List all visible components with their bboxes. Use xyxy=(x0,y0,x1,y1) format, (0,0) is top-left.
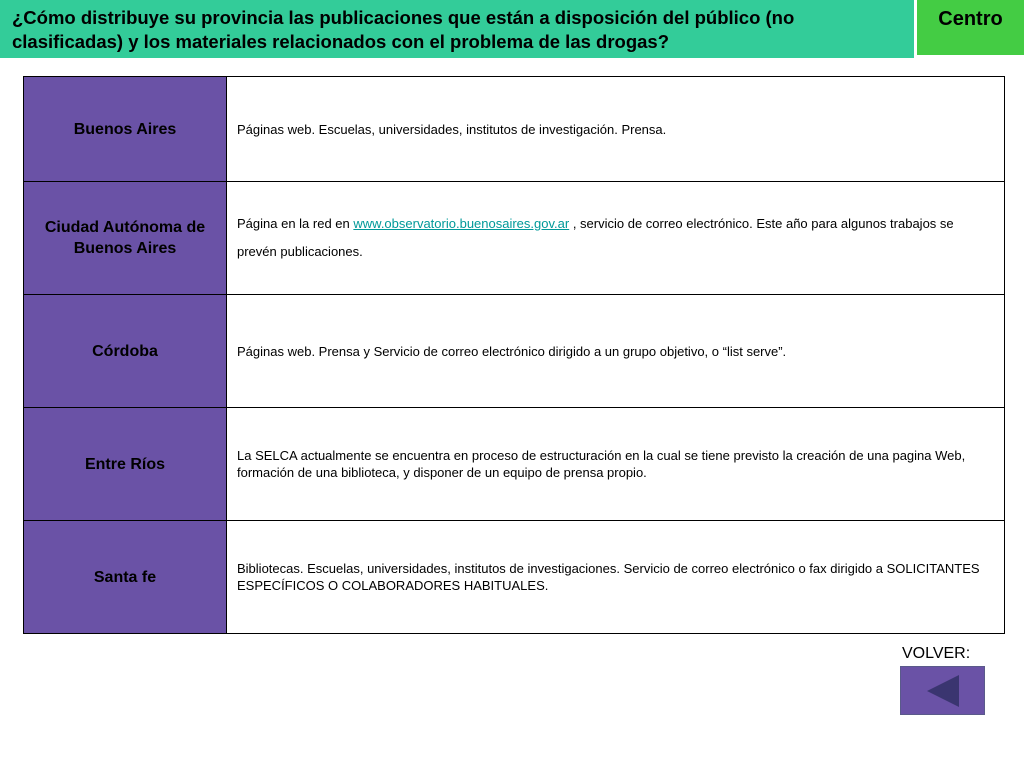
description-text: , servicio de correo electrónico. Este año para algunos trabajos se prevén publicaciones. xyxy=(237,216,954,259)
description-cell: La SELCA actualmente se encuentra en proceso de estructuración en la cual se tiene previsto la creación de una pagina Web, formación de una biblioteca, y disponer de un equipo de prensa propio. xyxy=(227,408,1005,521)
province-cell: Córdoba xyxy=(24,295,227,408)
left-triangle-icon xyxy=(923,673,963,709)
region-tab-label: Centro xyxy=(938,8,1003,30)
volver-button[interactable] xyxy=(900,666,985,715)
table-row xyxy=(24,182,1005,295)
province-cell: Santa fe xyxy=(24,521,227,634)
volver-label: VOLVER: xyxy=(902,645,971,662)
province-cell: Ciudad Autónoma de Buenos Aires xyxy=(24,182,227,295)
question-header xyxy=(0,0,914,58)
observatorio-link[interactable]: www.observatorio.buenosaires.gov.ar xyxy=(353,216,570,231)
region-tab-centro[interactable] xyxy=(917,0,1024,55)
province-cell: Buenos Aires xyxy=(24,77,227,182)
table-row xyxy=(24,521,1005,634)
description-text: Página en la red en xyxy=(237,216,354,231)
province-publications-table xyxy=(23,76,1005,634)
province-cell: Entre Ríos xyxy=(24,408,227,521)
description-cell xyxy=(227,182,1005,295)
table-row xyxy=(24,295,1005,408)
description-cell: Bibliotecas. Escuelas, universidades, institutos de investigaciones. Servicio de correo electrónico o fax dirigido a SOLICITANTES ESPECÍFICOS O COLABORADORES HABITUALES. xyxy=(227,521,1005,634)
description-cell: Páginas web. Escuelas, universidades, institutos de investigación. Prensa. xyxy=(227,77,1005,182)
table-row xyxy=(24,408,1005,521)
description-cell: Páginas web. Prensa y Servicio de correo electrónico dirigido a un grupo objetivo, o “list serve”. xyxy=(227,295,1005,408)
question-text: ¿Cómo distribuye su provincia las publicaciones que están a disposición del público (no clasificadas) y los materiales relacionados con el problema de las drogas? xyxy=(12,7,795,52)
table-row xyxy=(24,77,1005,182)
